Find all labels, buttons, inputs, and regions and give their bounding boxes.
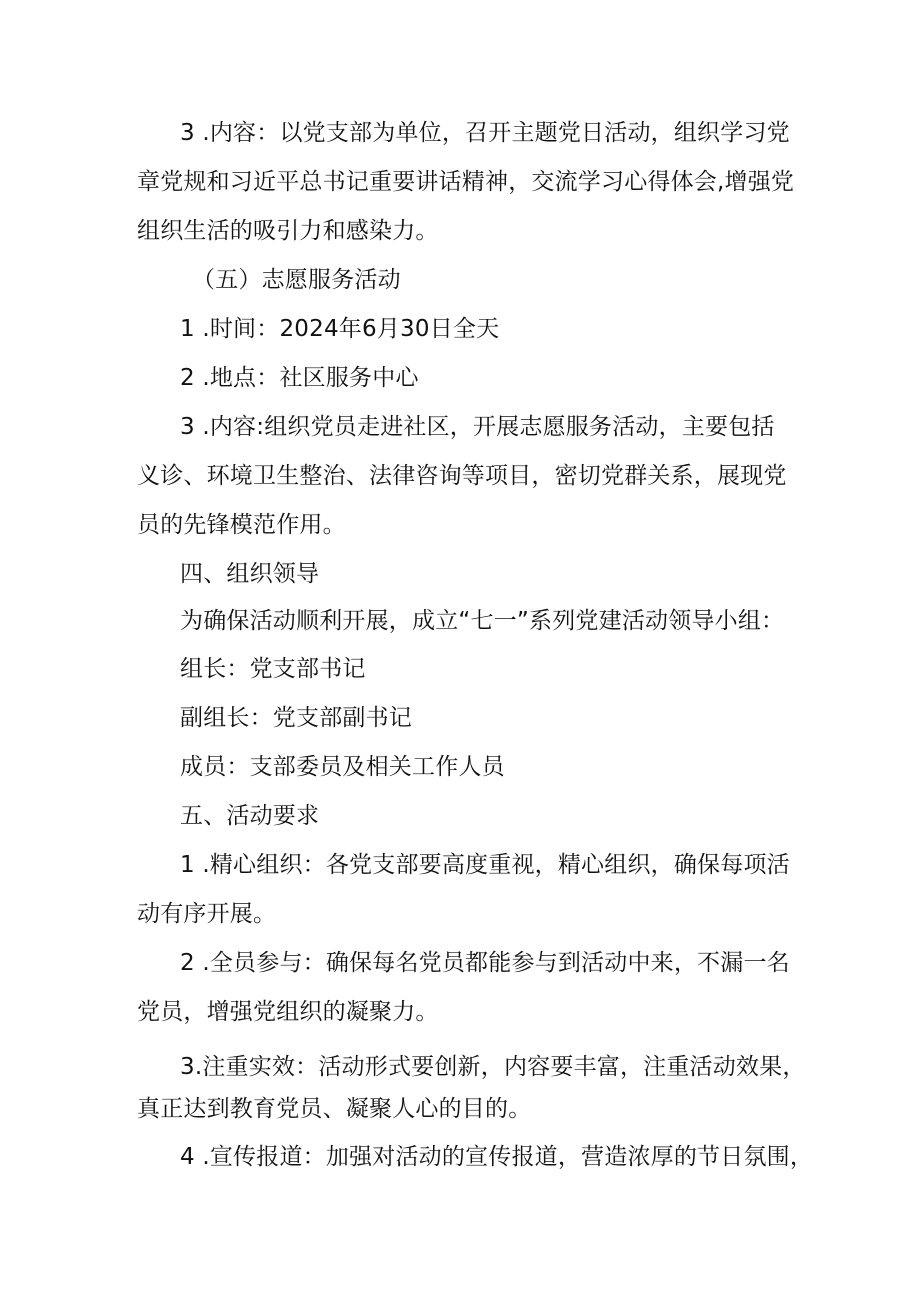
list-item: 1 .时间：2024年6月30日全天 bbox=[180, 316, 500, 342]
paragraph-line: 党员，增强党组织的凝聚力。 bbox=[137, 999, 439, 1025]
paragraph-line: 员的先锋模范作用。 bbox=[137, 512, 346, 538]
section-heading: 四、组织领导 bbox=[180, 561, 320, 587]
paragraph-line: 3 .内容:组织党员走进社区，开展志愿服务活动，主要包括 bbox=[180, 414, 775, 440]
paragraph-line: 章党规和习近平总书记重要讲话精神，交流学习心得体会,增强党 bbox=[137, 169, 795, 195]
paragraph-line: 1 .精心组织：各党支部要高度重视，精心组织，确保每项活 bbox=[180, 852, 790, 878]
paragraph-line: 为确保活动顺利开展，成立“七一”系列党建活动领导小组： bbox=[180, 608, 785, 634]
paragraph-line: 义诊、环境卫生整治、法律咨询等项目，密切党群关系，展现党 bbox=[137, 463, 787, 489]
list-item: 副组长：党支部副书记 bbox=[180, 705, 412, 731]
paragraph-line: 4 .宣传报道：加强对活动的宣传报道，营造浓厚的节日氛围， bbox=[180, 1144, 814, 1170]
list-item: 组长：党支部书记 bbox=[180, 656, 366, 682]
paragraph-line: 3.注重实效：活动形式要创新，内容要丰富，注重活动效果， bbox=[180, 1054, 806, 1080]
paragraph-line: 组织生活的吸引力和感染力。 bbox=[137, 218, 439, 244]
paragraph-line: 2 .全员参与：确保每名党员都能参与到活动中来，不漏一名 bbox=[180, 950, 790, 976]
paragraph-line: 3 .内容：以党支部为单位，召开主题党日活动，组织学习党 bbox=[180, 120, 790, 146]
section-heading: 五、活动要求 bbox=[180, 803, 320, 829]
paragraph-line: 真正达到教育党员、凝聚人心的目的。 bbox=[137, 1096, 532, 1122]
list-item: 2 .地点：社区服务中心 bbox=[180, 365, 419, 391]
list-item: 成员：支部委员及相关工作人员 bbox=[180, 754, 505, 780]
paragraph-line: 动有序开展。 bbox=[137, 901, 277, 927]
section-heading: （五）志愿服务活动 bbox=[192, 267, 401, 293]
